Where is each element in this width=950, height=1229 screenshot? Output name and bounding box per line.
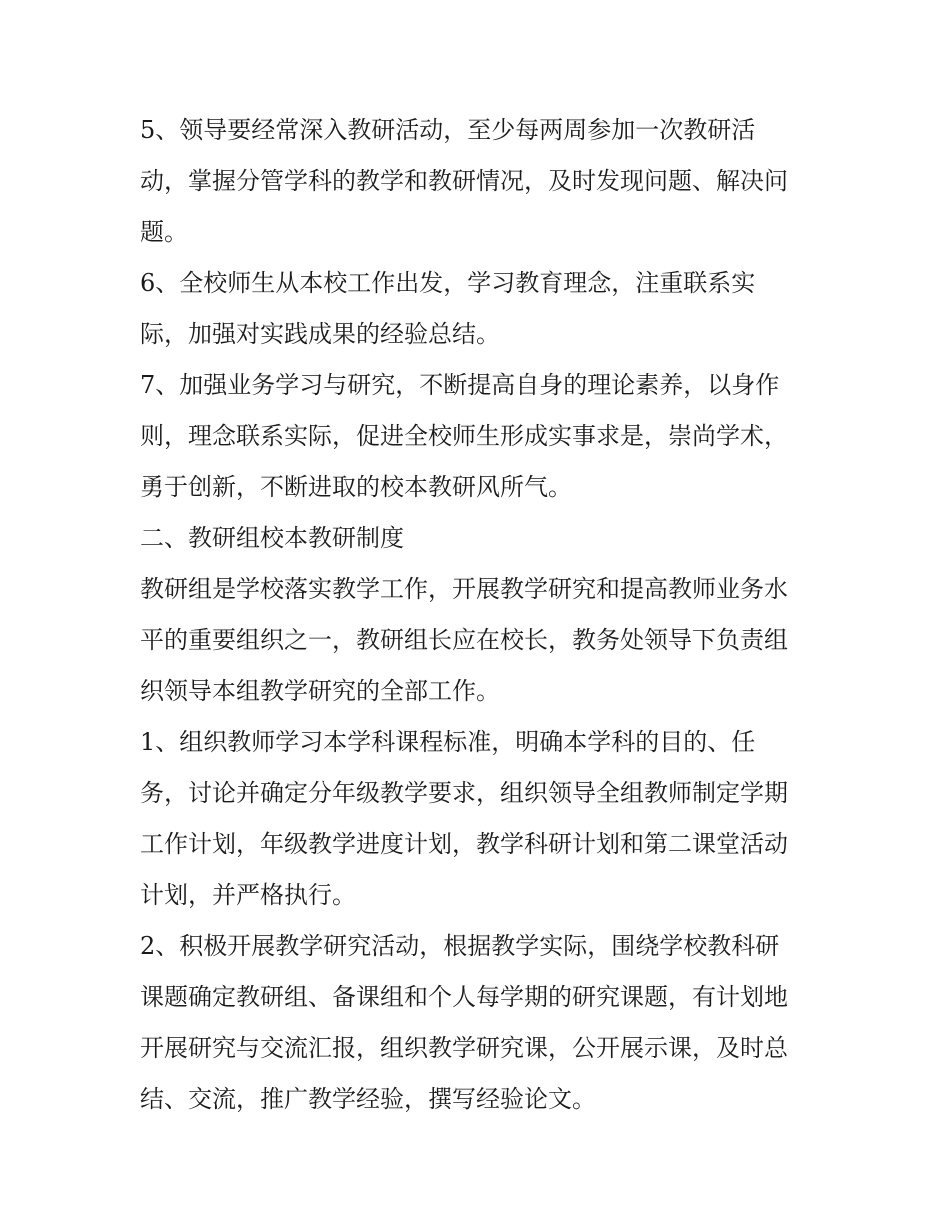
text-line: 则，理念联系实际，促进全校师生形成实事求是，崇尚学术，	[140, 422, 788, 450]
text-line: 计划，并严格执行。	[140, 881, 356, 909]
text-line: 务，讨论并确定分年级教学要求，组织领导全组教师制定学期	[140, 779, 788, 807]
document-page	[140, 110, 820, 1130]
text-line: 开展研究与交流汇报，组织教学研究课，公开展示课，及时总	[140, 1034, 788, 1062]
text-line: 织领导本组教学研究的全部工作。	[140, 677, 500, 705]
text-line: 5、领导要经常深入教研活动，至少每两周参加一次教研活	[140, 116, 756, 144]
text-line: 2、积极开展教学研究活动，根据教学实际，围绕学校教科研	[140, 932, 780, 960]
text-line: 1、组织教师学习本学科课程标准，明确本学科的目的、任	[140, 728, 756, 756]
text-line: 题。	[140, 218, 188, 246]
text-line: 6、全校师生从本校工作出发，学习教育理念，注重联系实	[140, 269, 756, 297]
text-line: 课题确定教研组、备课组和个人每学期的研究课题，有计划地	[140, 983, 788, 1011]
text-line: 7、加强业务学习与研究，不断提高自身的理论素养，以身作	[140, 371, 780, 399]
text-line: 勇于创新，不断进取的校本教研风所气。	[140, 473, 572, 501]
text-line: 动，掌握分管学科的教学和教研情况，及时发现问题、解决问	[140, 167, 788, 195]
text-line: 教研组是学校落实教学工作，开展教学研究和提高教师业务水	[140, 575, 788, 603]
section-heading: 二、教研组校本教研制度	[140, 524, 404, 552]
text-line: 工作计划，年级教学进度计划，教学科研计划和第二课堂活动	[140, 830, 788, 858]
text-line: 际，加强对实践成果的经验总结。	[140, 320, 500, 348]
text-line: 平的重要组织之一，教研组长应在校长，教务处领导下负责组	[140, 626, 788, 654]
text-line: 结、交流，推广教学经验，撰写经验论文。	[140, 1085, 596, 1113]
